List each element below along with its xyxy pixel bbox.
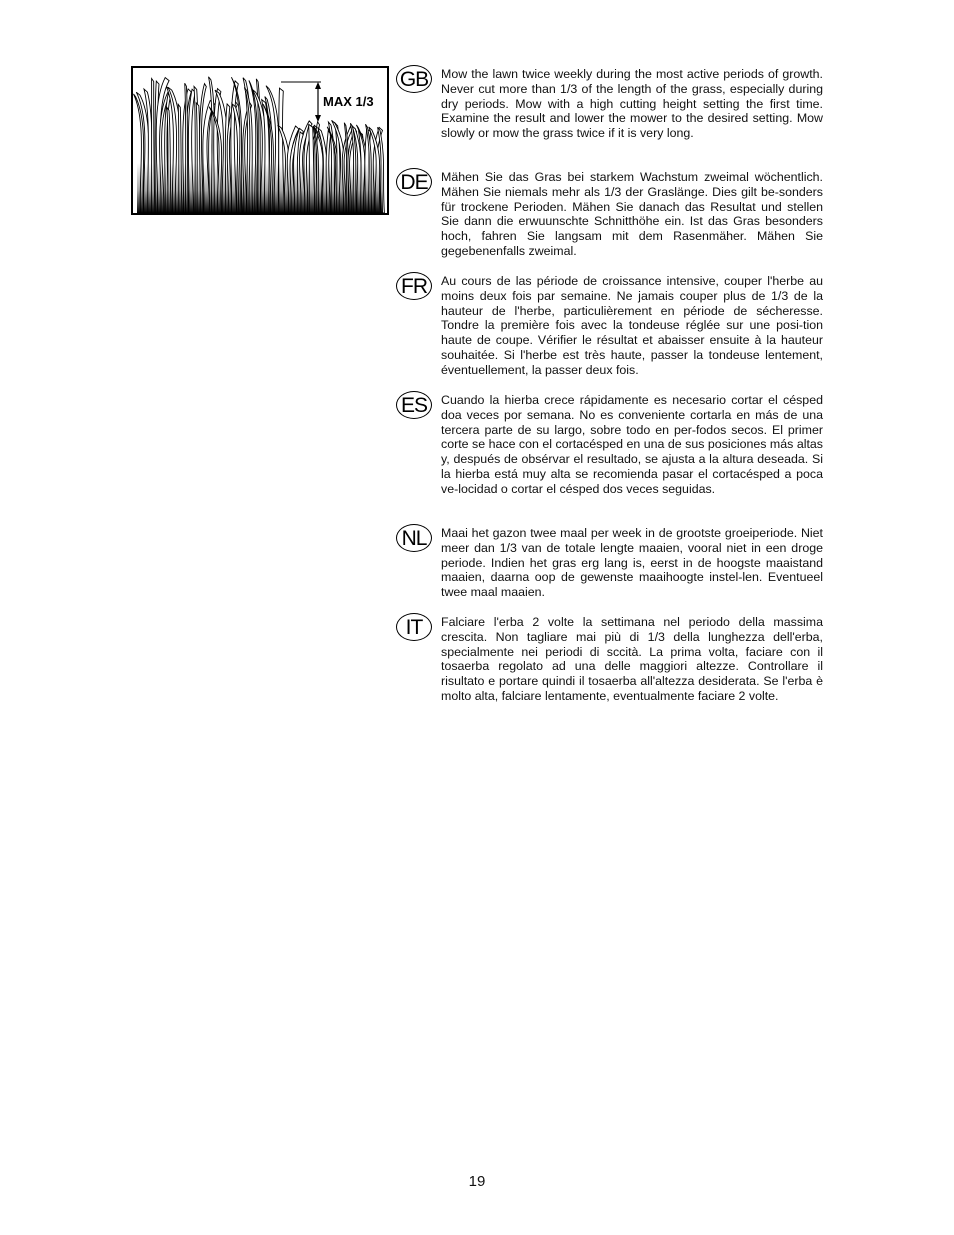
language-badge-es: ES bbox=[396, 391, 432, 419]
section-text-de: Mähen Sie das Gras bei starkem Wachstum zweimal wöchentlich. Mähen Sie niemals mehr als 1/3 der Graslänge. Dies gilt be-sonders für trockene Perioden. Mähen Sie danach das Resultat und stellen Sie dann die erwuunschte Schnitthöhe ein. Ist das Gras besonders hoch, fahren Sie langsam mit dem Rasenmäher. Mähen Sie gegebenenfalls zweimal. bbox=[441, 170, 823, 258]
language-badge-fr: FR bbox=[396, 272, 432, 300]
section-text-fr: Au cours de las période de croissance intensive, couper l'herbe au moins deux fois par semaine. Ne jamais couper plus de 1/3 de la hauteur de l'herbe, particulièrement en période de sécheresse. Tondre la première fois avec la tondeuse réglée sur une posi-tion haute de coupe. Vérifier le résultat et abaisser ensuite à la hauteur souhaitée. Si l'herbe est très haute, passer la tondeuse lentement, éventuellement, la passer deux fois. bbox=[441, 274, 823, 377]
max-label: MAX 1/3 bbox=[323, 94, 374, 109]
language-badge-de: DE bbox=[396, 168, 432, 196]
arrow-down-icon bbox=[315, 115, 321, 122]
section-text-gb: Mow the lawn twice weekly during the most active periods of growth. Never cut more than 1/3 of the length of the grass, especially during dry periods. Mow with a high cutting height setting the first time. Examine the result and lower the mower to the desired setting. Mow slowly or mow the grass twice if it is very long. bbox=[441, 67, 823, 141]
grass-base-shading bbox=[137, 163, 383, 213]
arrow-up-icon bbox=[315, 82, 321, 89]
section-text-it: Falciare l'erba 2 volte la settimana nel periodo della massima crescita. Non tagliare mai più di 1/3 della lunghezza dell'erba, specialmente nei periodi di sccità. La prima volta, faciare con il tosaerba regolato ad una delle maggiori altezze. Controllare il risultato e portare quindi il tosaerba all'altezza desiderata. Se l'erba è molto alta, falciare lentamente, eventualmente faciare 2 volte. bbox=[441, 615, 823, 703]
language-badge-gb: GB bbox=[396, 65, 432, 93]
language-badge-nl: NL bbox=[396, 524, 432, 552]
grass-height-illustration bbox=[131, 66, 389, 215]
section-text-nl: Maai het gazon twee maal per week in de grootste groeiperiode. Niet meer dan 1/3 van de totale lengte maaien, vooral niet in een droge periode. Indien het gras erg lang is, eerst in de hoogste maaistand maaien, daarna oop de gewenste maaihoogte instel-len. Eventueel twee maal maaien. bbox=[441, 526, 823, 600]
page-number: 19 bbox=[468, 1173, 486, 1190]
section-text-es: Cuando la hierba crece rápidamente es necesario cortar el césped doa veces por semana. No es conveniente cortarla en más de una tercera parte de su largo, sobre todo en per-fodos secos. El primer corte se hace con el cortacésped en una de sus posiciones más altas y, después de obsérvar el resultado, se ajusta a la altura deseada. Si la hierba está muy alta se recomienda pasar el cortacésped a poca ve-locidad o cortar el césped dos veces seguidas. bbox=[441, 393, 823, 496]
height-indicator bbox=[281, 82, 321, 122]
grass-drawing bbox=[133, 68, 387, 213]
language-badge-it: IT bbox=[396, 613, 432, 641]
